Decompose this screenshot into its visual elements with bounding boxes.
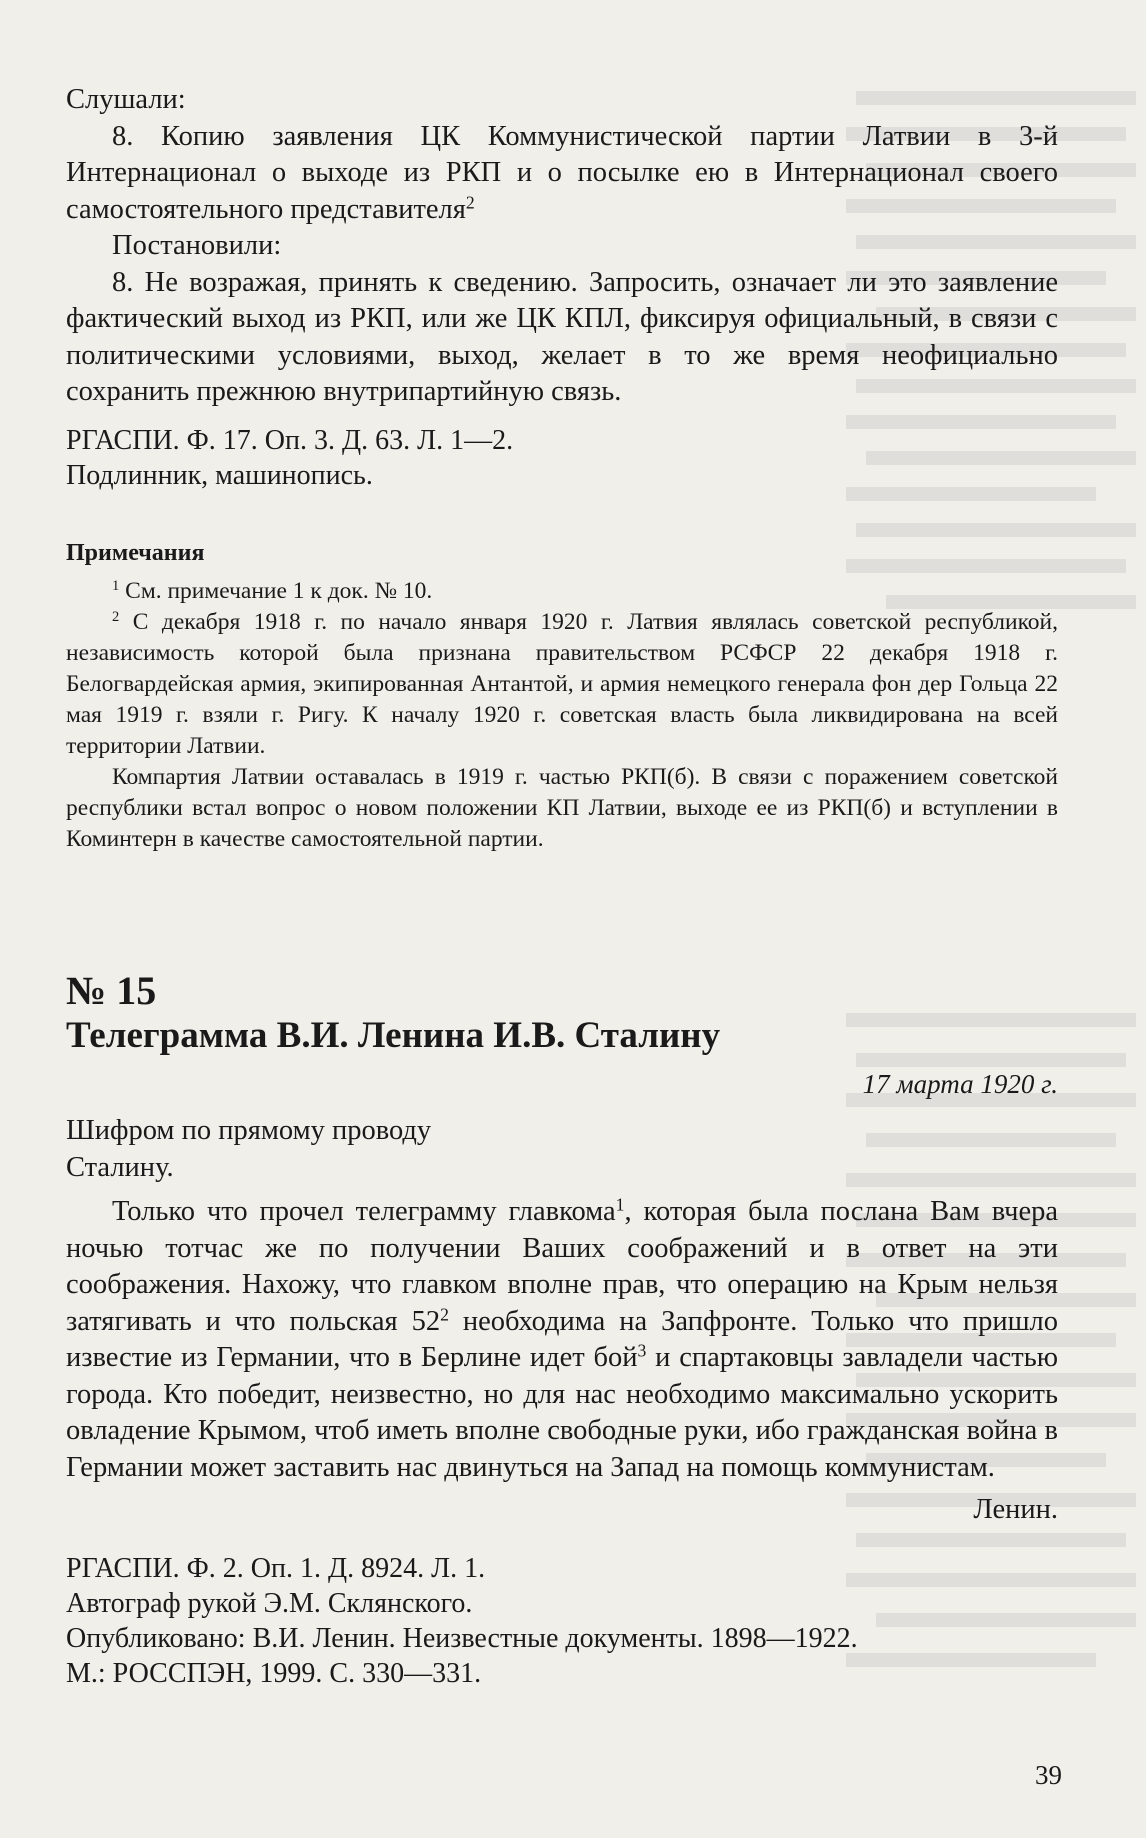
note-1-mark: 1 [112, 578, 120, 594]
body-ref-1: 1 [615, 1194, 625, 1215]
note-2-continuation: Компартия Латвии оставалась в 1919 г. частью РКП(б). В связи с поражением советской республики встал вопрос о новом положении КП Латвии, выходе ее из РКП(б) и вступлении в Коминтерн в качестве самостоятельной партии. [66, 764, 1058, 852]
document-15 [66, 968, 1058, 1691]
body-ref-2: 2 [440, 1303, 449, 1324]
document-number: № 15 [66, 968, 157, 1013]
addressee: Сталину. [66, 1151, 174, 1183]
signature: Ленин. [973, 1494, 1058, 1525]
notes-heading: Примечания [66, 540, 205, 566]
document-date: 17 марта 1920 г. [862, 1069, 1058, 1099]
doc-publisher: М.: РОССПЭН, 1999. С. 330—331. [66, 1657, 482, 1689]
item-8-resolved: 8. Не возражая, принять к сведению. Запросить, означает ли это заявление фактический выход из РКП, или же ЦК КПЛ, фиксируя официальный, в связи с политическими условиями, выход, желает в то же время неофициально сохранить прежнюю внутрипартийную связь. [66, 266, 1058, 407]
transmission-mode: Шифром по прямому проводу [66, 1115, 432, 1146]
doc-published-in: Опубликовано: В.И. Ленин. Неизвестные документы. 1898—1922. [66, 1622, 858, 1654]
body-ref-3: 3 [637, 1340, 647, 1361]
doc-autograph-note: Автограф рукой Э.М. Склянского. [66, 1587, 473, 1619]
telegram-body: Только что прочел телеграмму главкома$^1$, которая была послана Вам вчера ночью тотчас же по получении Ваших соображений и в ответ на эти соображения. Нахожу, что главком вполне прав, что операцию на Крым нельзя затягивать и что польская $52^2$ необходима на Запфронте. Только что пришло известие из Германии, что в Берлине идет бой$^3$ и спартаковцы завладели частью города. Кто победит, неизвестно, но для нас необходимо максимально ускорить овладение Крымом, чтоб иметь вполне свободные руки, ибо гражданская война в Германии может заставить нас двинуться на Запад на помощь коммунистам. [66, 1194, 1058, 1483]
note-2: $^2$ С декабря 1918 г. по начало января 1920 г. Латвия являлась советской республикой, независимость которой была признана правительством РСФСР 22 декабря 1918 г. Белогвардейская армия, экипированная Антантой, и армия немецкого генерала фон дер Гольца 22 мая 1919 г. взяли г. Ригу. К началу 1920 г. советская власть была ликвидирована на всей территории Латвии. [66, 609, 1058, 759]
doc-archive-source: РГАСПИ. Ф. 2. Оп. 1. Д. 8924. Л. 1. [66, 1552, 486, 1584]
note-1: $^1$ См. примечание 1 к док. № 10. [112, 578, 433, 604]
archive-source: РГАСПИ. Ф. 17. Оп. 3. Д. 63. Л. 1—2. [66, 424, 514, 456]
page-number: 39 [1035, 1760, 1062, 1790]
resolved-label: Постановили: [112, 230, 282, 261]
heard-label: Слушали: [66, 84, 186, 115]
item-8-heard: 8. Копию заявления ЦК Коммунистической партии Латвии в 3-й Интернационал о выходе из РКП и о посылке ею в Интернационал своего самостоятельного представителя$^2$ [66, 120, 1058, 225]
notes-section [66, 538, 1058, 855]
document-title: Телеграмма В.И. Ленина И.В. Сталину [66, 1015, 721, 1056]
archive-original-type: Подлинник, машинопись. [66, 459, 373, 491]
note-2-mark: 2 [112, 609, 120, 625]
footnote-ref-2: 2 [465, 191, 475, 212]
protocol-continuation [66, 82, 1058, 493]
